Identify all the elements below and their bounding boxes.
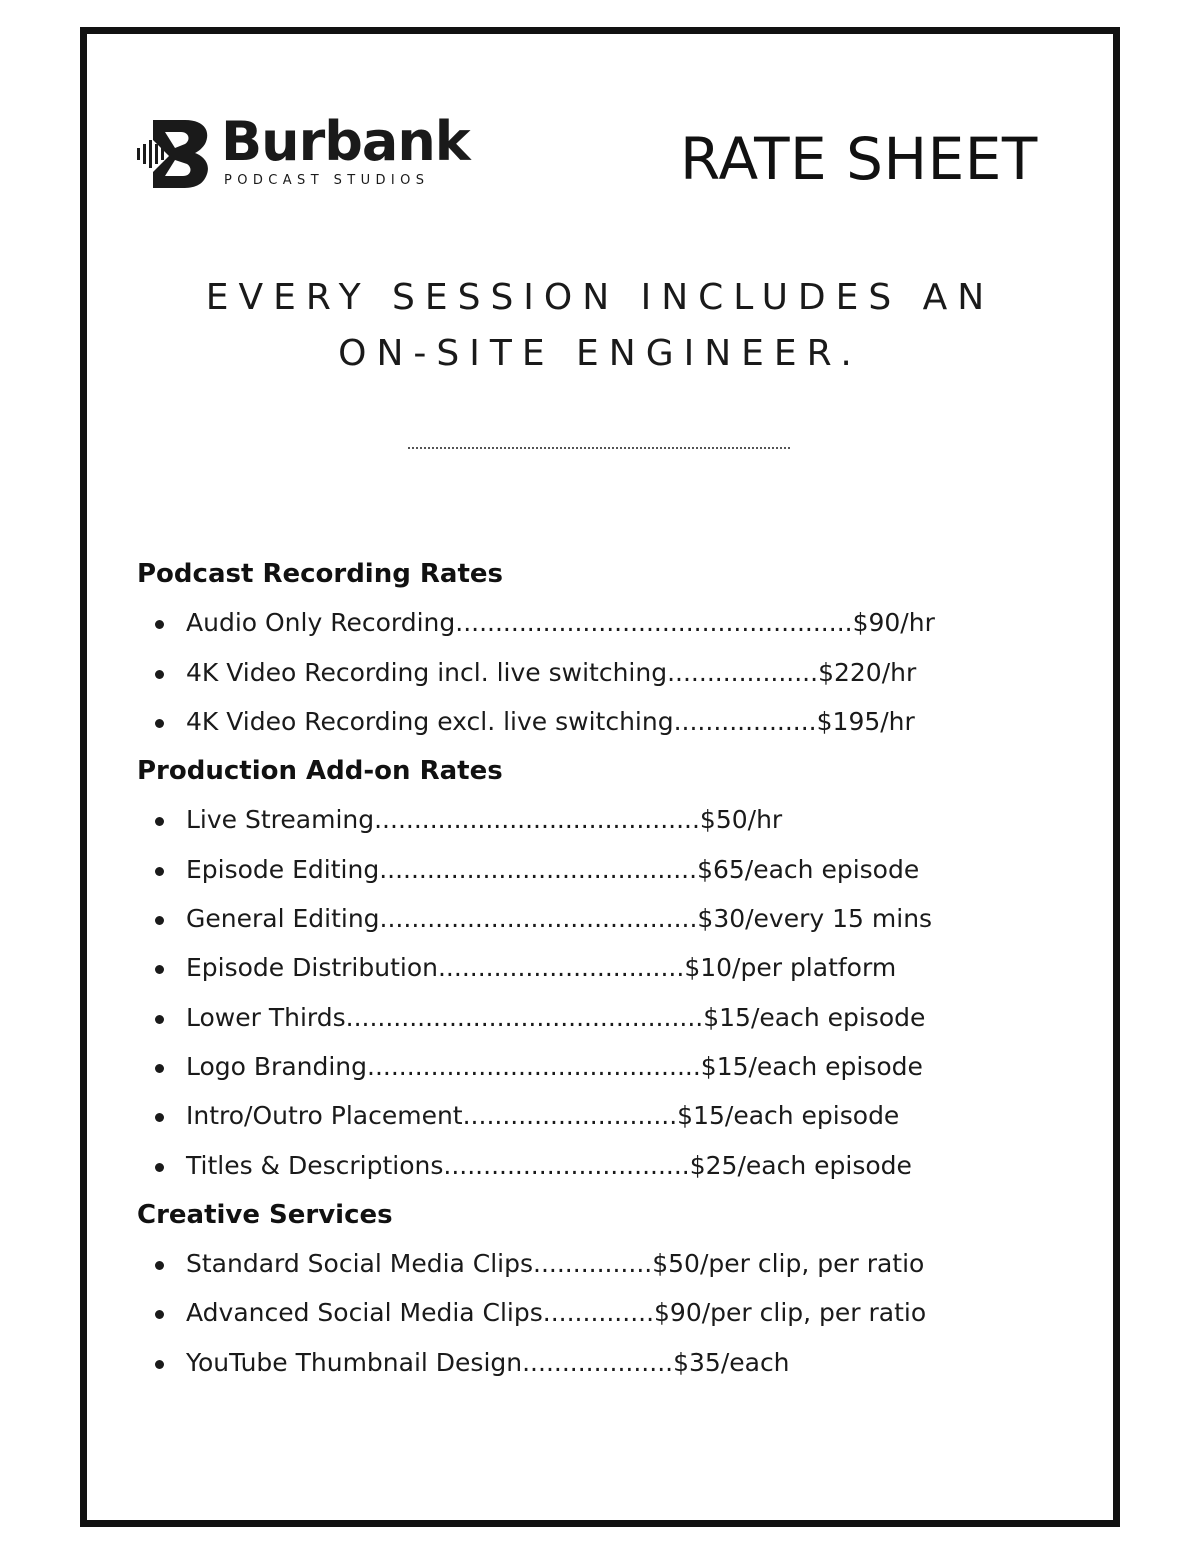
dotted-divider <box>408 447 790 449</box>
list-item: Episode Editing........................................$65/each episode <box>137 847 1077 896</box>
list-item: Titles & Descriptions...............................$25/each episode <box>137 1143 1077 1192</box>
list-item: Standard Social Media Clips...............$50/per clip, per ratio <box>137 1241 1077 1290</box>
tagline <box>140 270 1060 382</box>
recording-rates-list <box>137 600 1077 748</box>
section-title-creative: Creative Services <box>137 1199 393 1230</box>
list-item: Logo Branding..........................................$15/each episode <box>137 1044 1077 1093</box>
list-item: 4K Video Recording excl. live switching..................$195/hr <box>137 699 1077 748</box>
list-item: Audio Only Recording..................................................$90/hr <box>137 600 1077 649</box>
list-item: Episode Distribution...............................$10/per platform <box>137 945 1077 994</box>
rate-list <box>137 551 1077 1389</box>
list-item: Advanced Social Media Clips..............$90/per clip, per ratio <box>137 1290 1077 1339</box>
tagline-line-1: EVERY SESSION INCLUDES AN <box>205 277 995 318</box>
list-item: YouTube Thumbnail Design...................$35/each <box>137 1340 1077 1389</box>
list-item: Live Streaming.........................................$50/hr <box>137 797 1077 846</box>
creative-services-list <box>137 1241 1077 1389</box>
list-item: General Editing........................................$30/every 15 mins <box>137 896 1077 945</box>
section-title-recording: Podcast Recording Rates <box>137 559 503 589</box>
section-title-addons: Production Add-on Rates <box>137 756 503 787</box>
page-title: RATE SHEET <box>680 125 1038 193</box>
list-item: Lower Thirds.............................................$15/each episode <box>137 995 1077 1044</box>
brand-subtitle: PODCAST STUDIOS <box>224 173 430 188</box>
brand-name: Burbank <box>221 110 470 173</box>
list-item: Intro/Outro Placement...........................$15/each episode <box>137 1093 1077 1142</box>
addon-rates-list <box>137 797 1077 1191</box>
tagline-line-2: ON-SITE ENGINEER. <box>338 333 862 374</box>
list-item: 4K Video Recording incl. live switching...................$220/hr <box>137 650 1077 699</box>
brand-logo <box>135 110 495 196</box>
burbank-logo-icon <box>135 118 215 190</box>
